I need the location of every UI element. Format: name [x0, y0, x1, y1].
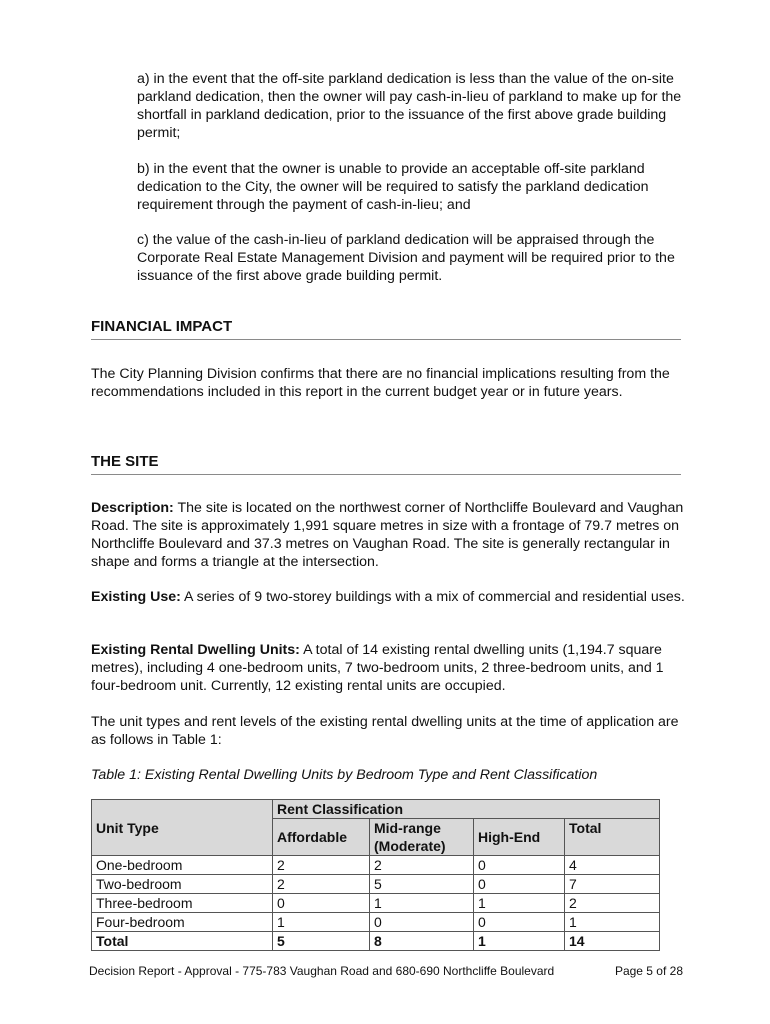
cell-total: 4: [565, 856, 660, 875]
header-total: Total: [565, 819, 660, 856]
header-midrange: Mid-range (Moderate): [370, 819, 474, 856]
financial-impact-heading: FINANCIAL IMPACT: [91, 318, 681, 340]
cell-highend: 0: [474, 875, 565, 894]
footer-title: Decision Report - Approval - 775-783 Vaughan Road and 680-690 Northcliffe Boulevard: [89, 964, 555, 978]
condition-a: a) in the event that the off-site parkland dedication is less than the value of the on-site parkland dedication, then the owner will pay cash-in-lieu of parkland to make up for the shortfall in parkland dedication, prior to the issuance of the first above grade building permit;: [137, 71, 682, 141]
table-row: [92, 894, 660, 913]
cell-affordable: 5: [273, 932, 370, 951]
cell-affordable: 2: [273, 856, 370, 875]
financial-impact-text: The City Planning Division confirms that there are no financial implications resulting from the recommendations included in this report in the current budget year or in future years.: [91, 366, 670, 400]
cell-unit-type: Two-bedroom: [92, 875, 273, 894]
site-description: [91, 499, 685, 571]
the-site-heading: THE SITE: [91, 453, 681, 475]
header-rent-classification: Rent Classification: [273, 800, 660, 819]
cell-highend: 1: [474, 894, 565, 913]
rental-units-text: A total of 14 existing rental dwelling units (1,194.7 square metres), including 4 one-bedroom units, 7 two-bedroom units, 2 three-bedroom units, and 1 four-bedroom unit. Currently, 12 existing rental units are occupied.: [91, 642, 664, 694]
page-number: Page 5 of 28: [614, 964, 683, 978]
cell-highend: 0: [474, 913, 565, 932]
table-row: [92, 913, 660, 932]
cell-midrange: 2: [370, 856, 474, 875]
table-caption: Table 1: Existing Rental Dwelling Units by Bedroom Type and Rent Classification: [91, 767, 598, 783]
cell-highend: 1: [474, 932, 565, 951]
description-label: Description:: [91, 500, 174, 516]
cell-midrange: 0: [370, 913, 474, 932]
existing-rental-units: [91, 641, 685, 695]
header-unit-type: Unit Type: [92, 800, 273, 856]
cell-midrange: 5: [370, 875, 474, 894]
cell-midrange: 1: [370, 894, 474, 913]
page-footer: [89, 964, 683, 978]
rental-units-label: Existing Rental Dwelling Units:: [91, 642, 300, 658]
header-affordable: Affordable: [273, 819, 370, 856]
cell-total: 2: [565, 894, 660, 913]
cell-total: 14: [565, 932, 660, 951]
header-highend: High-End: [474, 819, 565, 856]
cell-unit-type: Three-bedroom: [92, 894, 273, 913]
cell-highend: 0: [474, 856, 565, 875]
existing-use: [91, 588, 685, 606]
existing-use-label: Existing Use:: [91, 589, 181, 605]
rental-units-table: [91, 799, 660, 951]
cell-unit-type: One-bedroom: [92, 856, 273, 875]
condition-c: c) the value of the cash-in-lieu of parkland dedication will be appraised through the Corporate Real Estate Management Division and payment will be required prior to the issuance of the first above grade building permit.: [137, 232, 675, 284]
existing-use-text: A series of 9 two-storey buildings with a mix of commercial and residential uses.: [180, 589, 685, 605]
table-row: [92, 875, 660, 894]
cell-midrange: 8: [370, 932, 474, 951]
description-text: The site is located on the northwest corner of Northcliffe Boulevard and Vaughan Road. The site is approximately 1,991 square metres in size with a frontage of 79.7 metres on Northcliffe Boulevard and 37.3 metres on Vaughan Road. The site is generally rectangular in shape and forms a triangle at the intersection.: [91, 500, 684, 570]
table-row-total: [92, 932, 660, 951]
cell-affordable: 0: [273, 894, 370, 913]
cell-affordable: 2: [273, 875, 370, 894]
cell-affordable: 1: [273, 913, 370, 932]
cell-total: 1: [565, 913, 660, 932]
condition-b: b) in the event that the owner is unable to provide an acceptable off-site parkland dedication to the City, the owner will be required to satisfy the parkland dedication requirement through the payment of cash-in-lieu; and: [137, 161, 649, 213]
cell-unit-type: Total: [92, 932, 273, 951]
unit-types-intro: The unit types and rent levels of the existing rental dwelling units at the time of application are as follows in Table 1:: [91, 714, 679, 748]
cell-unit-type: Four-bedroom: [92, 913, 273, 932]
table-row: [92, 856, 660, 875]
cell-total: 7: [565, 875, 660, 894]
